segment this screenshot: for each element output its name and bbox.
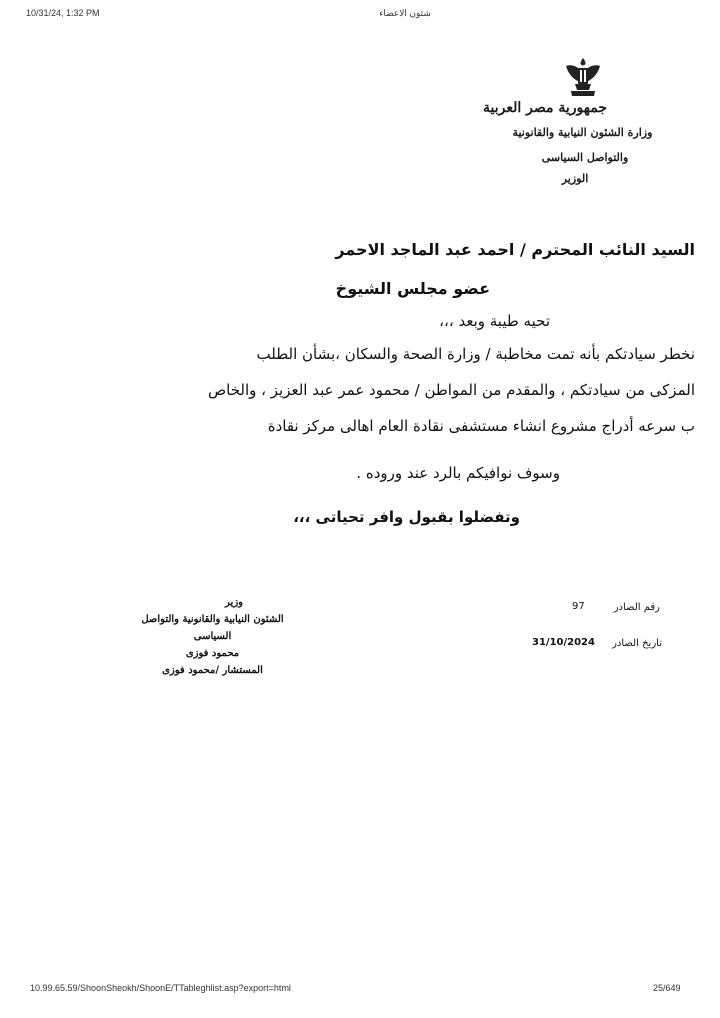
signature-block	[130, 594, 295, 679]
letter-paragraph-line3: ب سرعه أدراج مشروع انشاء مستشفى نقادة العام اهالى مركز نقادة	[267, 417, 695, 435]
letter-paragraph-line2: المزكى من سيادتكم ، والمقدم من المواطن / محمود عمر عبد العزيز ، والخاص	[208, 381, 695, 399]
letterhead-ministry: وزارة الشئون النيابية والقانونية	[512, 126, 653, 139]
letterhead-ministry-line2: والتواصل السياسى	[541, 151, 629, 164]
letterhead-office: الوزير	[561, 172, 589, 185]
print-url: 10.99.65.59/ShoonSheokh/ShoonE/TTableghlist.asp?export=html	[30, 983, 291, 993]
signature-name: محمود فوزى	[185, 648, 240, 659]
signature-ministry: الشئون النيابية والقانونية والتواصل السياسى	[141, 614, 284, 642]
print-datetime: 10/31/24, 1:32 PM	[26, 8, 100, 18]
letter-paragraph-line1: نخطر سيادتكم بأنه تمت مخاطبة / وزارة الصحة والسكان ،بشأن الطلب	[256, 345, 695, 363]
eagle-emblem-icon	[563, 56, 603, 98]
letter-addressee: السيد النائب المحترم / احمد عبد الماجد الاحمر	[335, 240, 695, 259]
signature-counselor: المستشار /محمود فوزى	[162, 665, 263, 676]
signature-title: وزير	[225, 597, 243, 608]
letter-followup: وسوف نوافيكم بالرد عند وروده .	[356, 464, 560, 482]
letter-addressee-title: عضو مجلس الشيوخ	[335, 279, 490, 298]
reference-date-value: 31/10/2024	[532, 637, 595, 648]
reference-number-value: 97	[572, 601, 585, 612]
print-page-counter: 25/649	[653, 983, 681, 993]
reference-number-label: رقم الصادر	[613, 602, 660, 613]
letterhead-country: جمهورية مصر العربية	[483, 100, 607, 116]
letter-greeting: تحيه طيبة وبعد ،،،	[439, 312, 550, 330]
letter-closing: وتفضلوا بقبول وافر تحياتى ،،،	[293, 508, 520, 526]
print-page-title: شئون الاعضاء	[379, 8, 431, 18]
reference-date-label: تاريخ الصادر	[612, 638, 662, 649]
